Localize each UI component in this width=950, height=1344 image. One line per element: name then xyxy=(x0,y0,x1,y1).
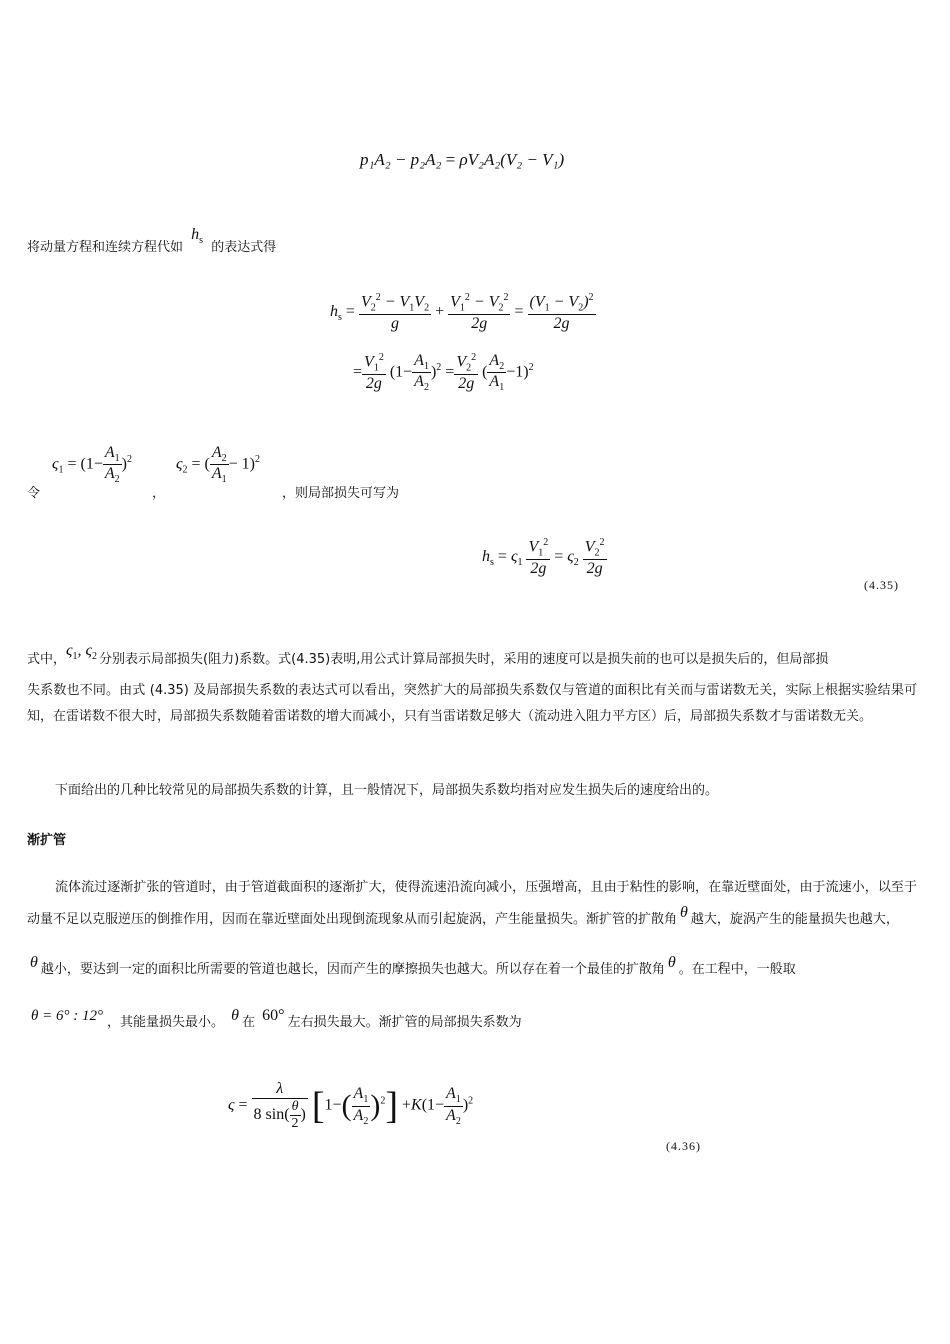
paragraph-coefficients-rest: 失系数也不同。由式 (4.35) 及局部损失系数的表达式可以看出，突然扩大的局部损失系数仅与管道的面积比有关而与雷诺数无关，实际上根据实验结果可知，在雷诺数不很大时，局部损失系数随着雷诺数的增大而减小，只有当雷诺数足够大（流动进入阻力平方区）后，局部损失系数才与雷诺数无关。 xyxy=(27,683,917,724)
equation-number-4-36: (4.36) xyxy=(666,1139,701,1153)
equation-number-4-35: (4.35) xyxy=(864,578,899,592)
equation-momentum: p₁A₂ − p₂A₂ = ρV₂A₂(V₂ − V₁) xyxy=(360,150,565,169)
text-ling: 令 xyxy=(27,486,41,501)
text-substitute: 将动量方程和连续方程代如 $h_s$ 的表达式得 xyxy=(27,226,277,255)
equation-4-35: $h_s = \varsigma_1$ $\frac{V_1^2}{2g}$ = $\varsigma_2$ $\frac{V_2^2}{2g}$ xyxy=(482,537,605,577)
paragraph-coefficients-line1: 式中，$\varsigma_1$, $\varsigma_2$ 分别表示局部损失(阻力)系数。式(4.35)表明,用公式计算局部损失时，采用的速度可以是损失前的也可以是损失后的，但局部损 xyxy=(27,642,829,667)
text-comma: ， xyxy=(152,486,166,501)
text-then: ，则局部损失可写为 xyxy=(282,486,400,501)
equation-hs-derivation: $h_s$ = $\frac{V_2^2 - V_1V_2}{g}$ + $\frac{V_1^2 - V_2^2}{2g}$ = $\frac{(V_1 - V_2)^2}{2g}$ xyxy=(330,292,594,332)
equation-zeta1: $\varsigma_1 = (1-$ $\frac{A_1}{A_2}$ )$^2$ xyxy=(52,444,132,486)
section-heading: 渐扩管 xyxy=(27,833,67,848)
equation-hs-forms: = $\frac{V_1^2}{2g}$ (1− $\frac{A_1}{A_2}$ )$^2$ = $\frac{V_2^2}{2g}$ ( $\frac{A_2}{A_1}$ −1)$^2$ xyxy=(353,352,534,394)
paragraph-diffuser-optimal: θ = 6° : 12° ，其能量损失最小。 θ 在 60° 左右损失最大。渐扩管的局部损失系数为 xyxy=(31,1007,522,1030)
equation-4-36: ς = λ 8 sin( $\frac{\theta}{2}$ ) [1−( $\frac{A_1}{A_2}$ )$^2$] +K(1− $\frac{A_1}{A_2}$ )$^2$ xyxy=(228,1080,474,1131)
paragraph-diffuser-theta-small: θ 越小，要达到一定的面积比所需要的管道也越长，因而产生的摩擦损失也越大。所以存在着一个最佳的扩散角 θ 。在工程中，一般取 xyxy=(30,954,796,977)
equation-zeta2: $\varsigma_2$ = ( $\frac{A_2}{A_1}$ − 1)$^2$ xyxy=(176,444,260,486)
paragraph-diffuser: 流体流过逐渐扩张的管道时，由于管道截面积的逐渐扩大，使得流速沿流向减小，压强增高，且由于粘性的影响，在靠近壁面处，由于流速小，以至于动量不足以克服逆压的倒推作用，因而在靠近壁面处出现倒流现象从而引起旋涡，产生能量损失。渐扩管的扩散角 θ 越大，旋涡产生的能量损失也越大， xyxy=(27,880,917,927)
paragraph-intro: 下面给出的几种比较常见的局部损失系数的计算，且一般情况下，局部损失系数均指对应发生损失后的速度给出的。 xyxy=(55,783,719,798)
